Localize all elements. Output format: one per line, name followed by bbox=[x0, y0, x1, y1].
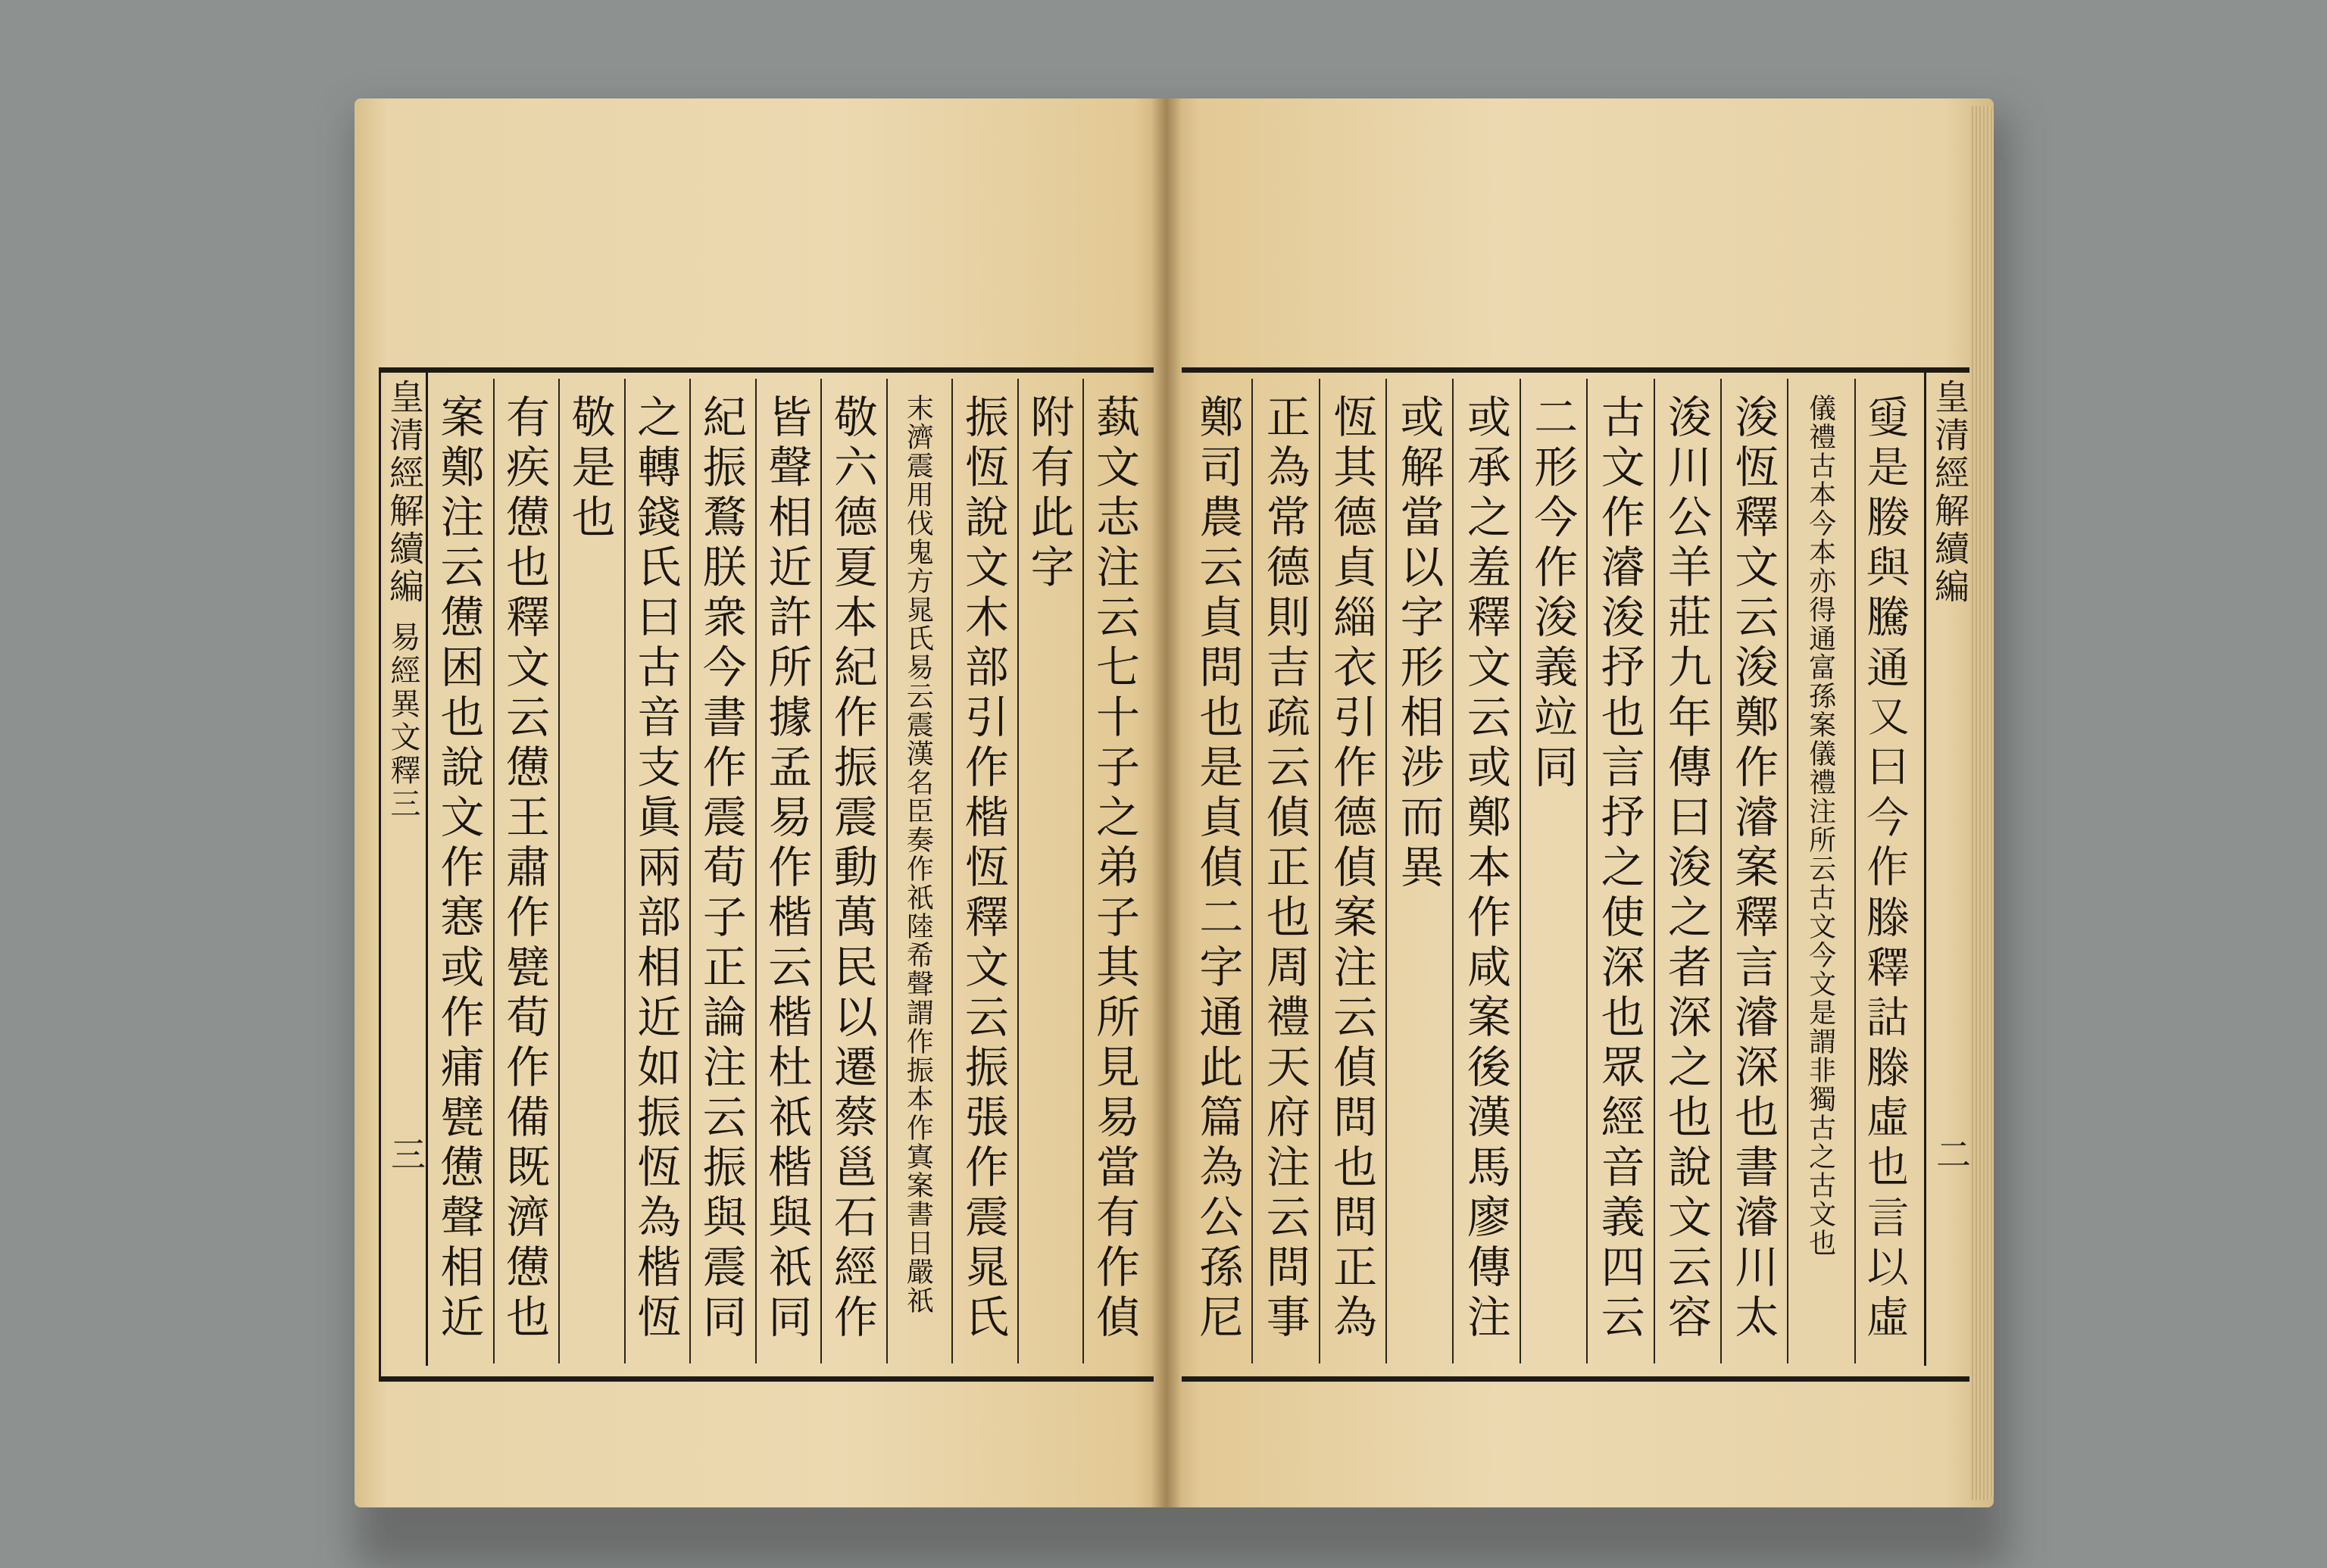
right-columns bbox=[1186, 379, 1921, 1363]
text-column: 或解當以字形相涉而異 bbox=[1385, 379, 1452, 1363]
text-column: 案鄭注云憊困也說文作㥶或作痡甓憊聲相近 bbox=[433, 394, 485, 1344]
annotation-text: 儀禮古本今本亦得通富孫案儀禮注所云古文今文是謂非獨古之古文也 bbox=[1804, 394, 1836, 1257]
text-column bbox=[1787, 379, 1854, 1363]
text-column: 𤔣是媵與騰通又曰今作滕釋詁滕虛也言以虛 bbox=[1854, 379, 1921, 1363]
text-column: 蓺文志注云七十子之弟子其所見易當有作偵 bbox=[1082, 379, 1148, 1363]
text-column: 浚恆釋文云浚鄭作濬案釋言濬深也書濬川太 bbox=[1720, 379, 1787, 1363]
text-column: 古文作濬浚抒也言抒之使深也眾經音義四云 bbox=[1586, 379, 1653, 1363]
text-column: 或承之羞釋文云或鄭本作咸案後漢馬廖傳注 bbox=[1452, 379, 1519, 1363]
right-page-number: 二 bbox=[1931, 1136, 1972, 1174]
annotation-text: 末濟震用伐鬼方晁氏易云震漢名臣奏作祇陸希聲謂作振本作寘案書日嚴祇 bbox=[902, 394, 934, 1315]
text-column: 敬六德夏本紀作振震動萬民以遷蔡邕石經作 bbox=[820, 379, 886, 1363]
text-column: 振恆說文木部引作楷恆釋文云振張作震晁氏 bbox=[951, 379, 1017, 1363]
left-page-number: 三 bbox=[386, 1136, 426, 1174]
left-fold-title: 皇清經解續編 bbox=[384, 379, 425, 606]
left-fold-subtitle: 易經異文釋三 bbox=[386, 621, 420, 821]
text-column: 浚川公羊莊九年傳曰浚之者深之也說文云容 bbox=[1654, 379, 1720, 1363]
text-column: 恆其德貞緇衣引作德偵案注云偵問也問正為 bbox=[1319, 379, 1385, 1363]
text-column: 二形今作浚義竝同 bbox=[1520, 379, 1586, 1363]
text-column: 皆聲相近許所據孟易作楷云楷杜祇楷與祇同 bbox=[755, 379, 821, 1363]
text-column: 之轉錢氏曰古音支眞兩部相近如振恆為楷恆 bbox=[624, 379, 690, 1363]
text-column: 附有此字 bbox=[1017, 379, 1083, 1363]
text-column: 鄭司農云貞問也是貞偵二字通此篇為公孫尼 bbox=[1192, 394, 1244, 1344]
text-column: 敬是也 bbox=[558, 379, 624, 1363]
left-columns bbox=[429, 379, 1148, 1363]
text-column: 紀振鶩朕衆今書作震荀子正論注云振與震同 bbox=[689, 379, 755, 1363]
text-column: 有疾憊也釋文云憊王肅作甓荀作備既濟憊也 bbox=[493, 379, 559, 1363]
book-gutter bbox=[1151, 98, 1182, 1507]
right-fold-title: 皇清經解續編 bbox=[1929, 379, 1970, 606]
page-edges bbox=[1969, 106, 1994, 1500]
text-column bbox=[886, 379, 952, 1363]
text-column: 正為常德則吉疏云偵正也周禮天府注云問事 bbox=[1251, 379, 1318, 1363]
